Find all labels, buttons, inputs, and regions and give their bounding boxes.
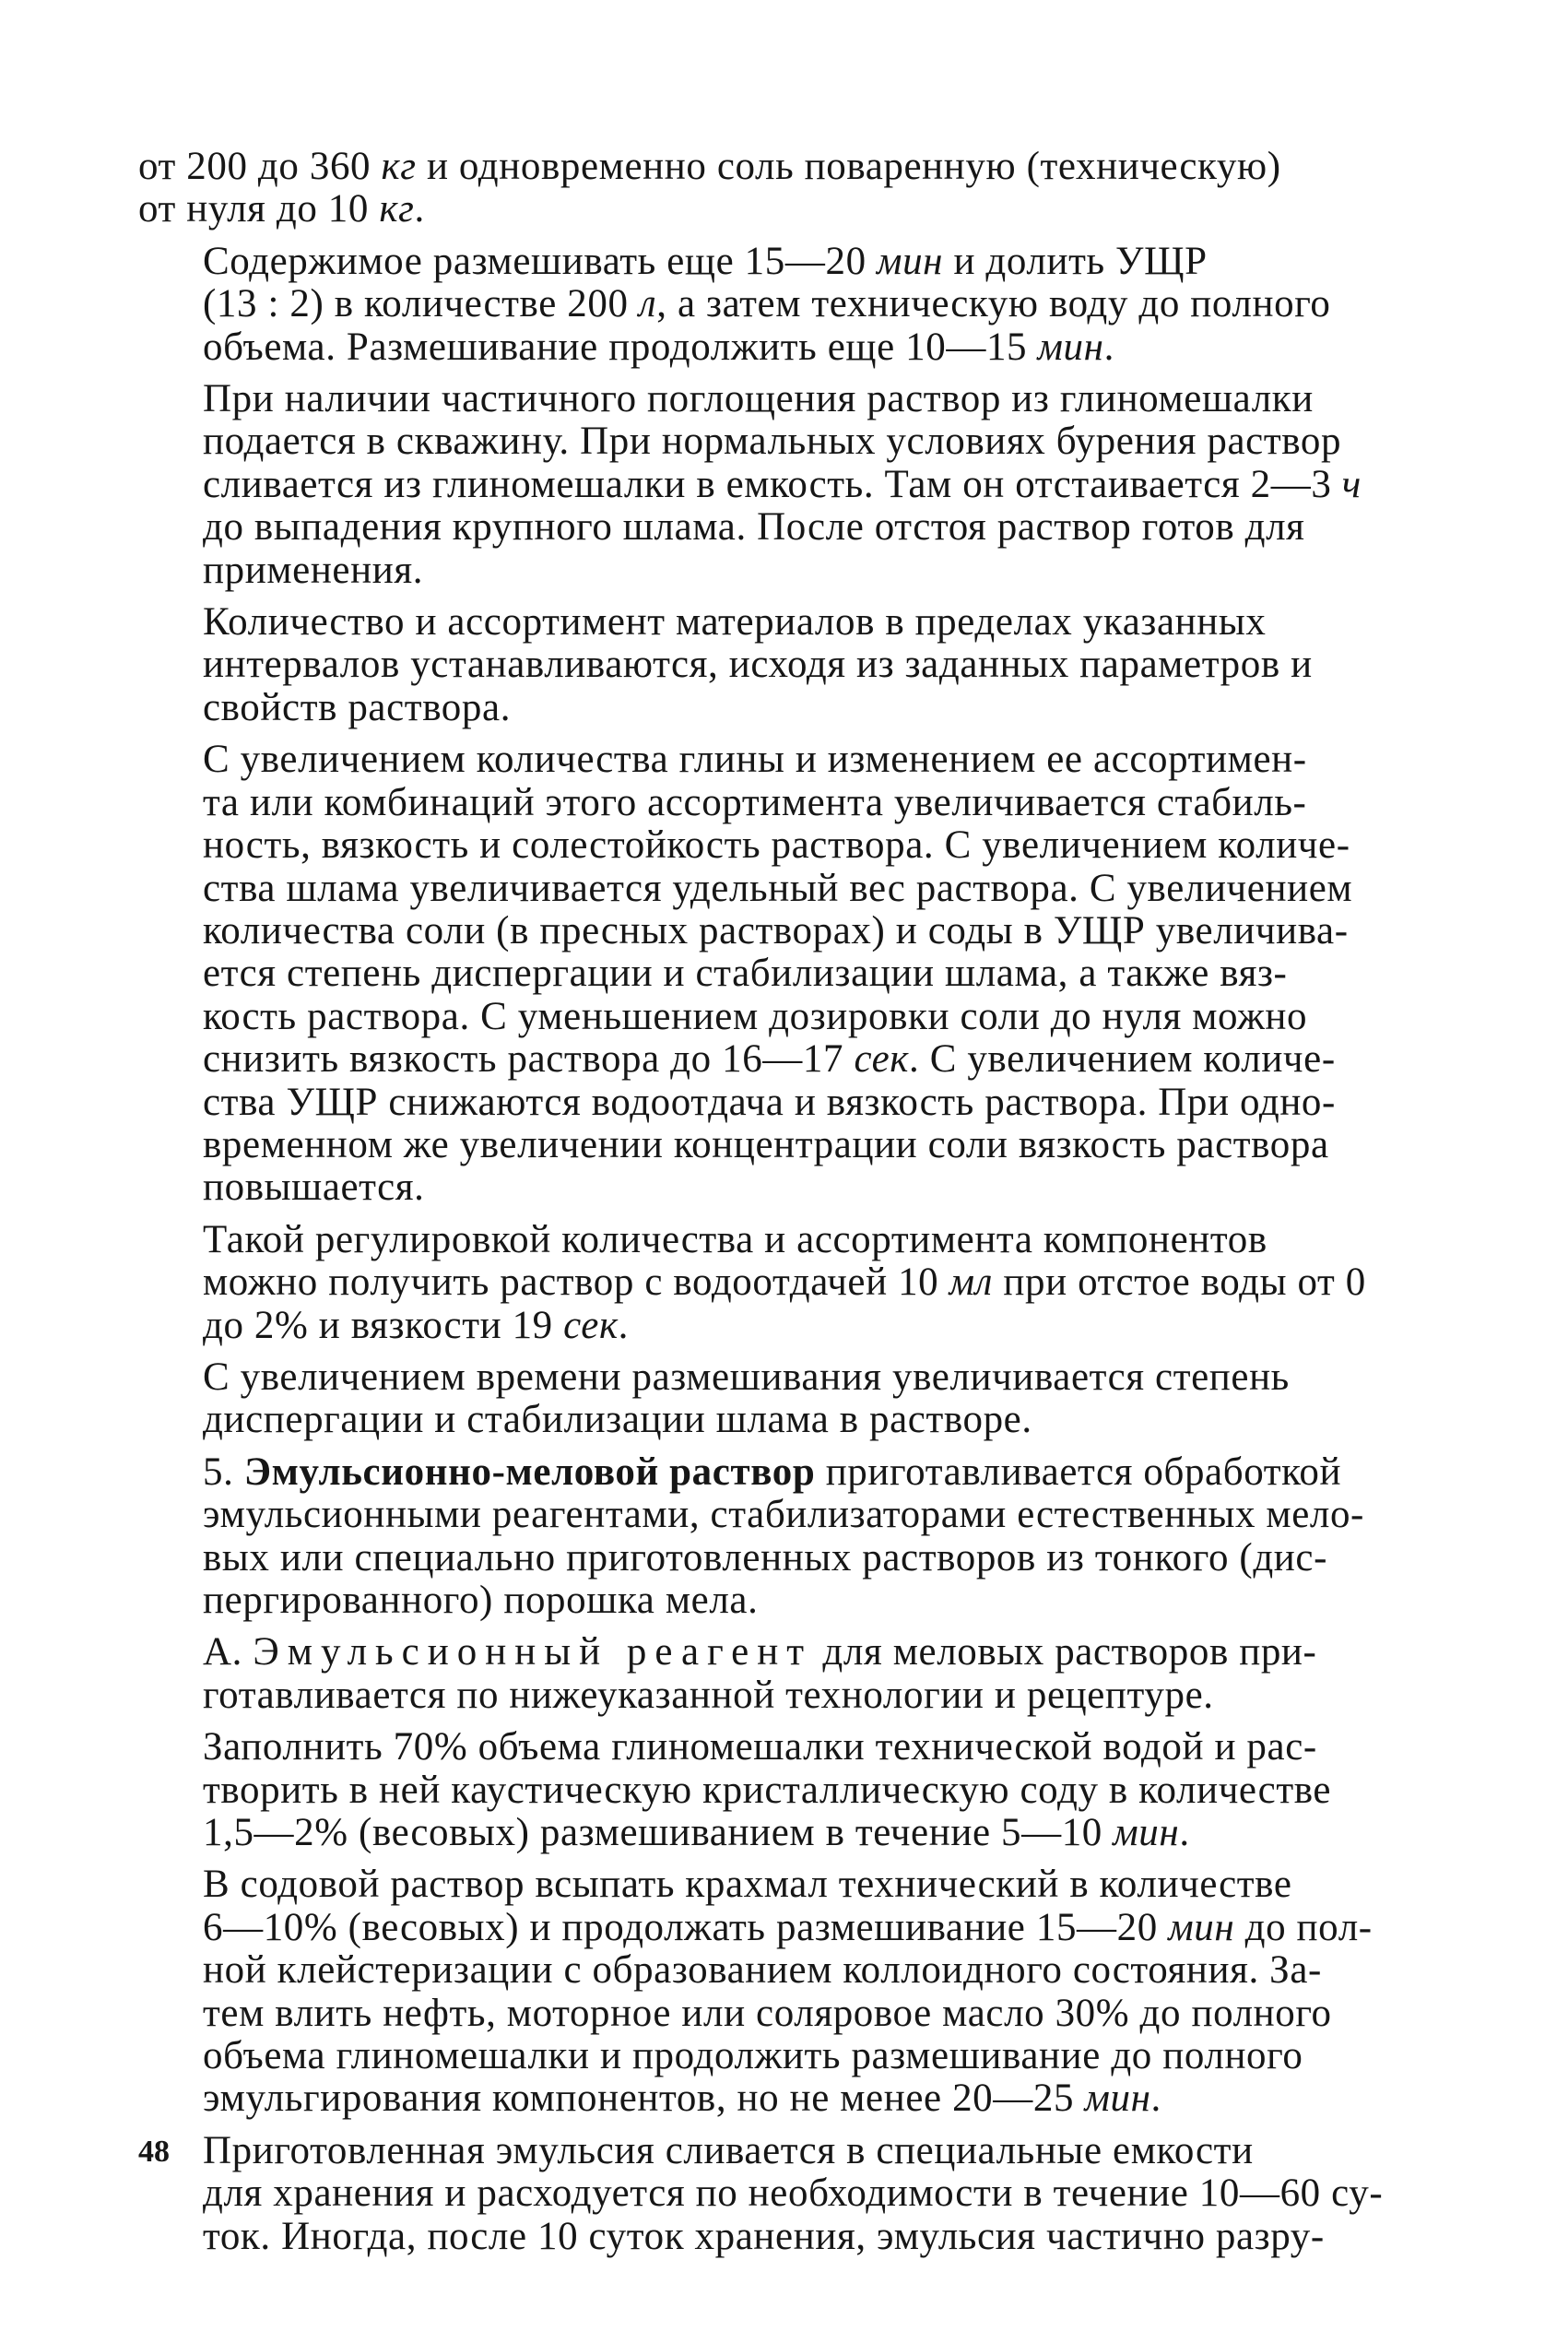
paragraph-10: Заполнить 70% объема глиномешалки технической водой и рас- творить в ней каустическую кристаллическую соду в количестве 1,5—2% (весовых) размешиванием в течение 5—10 мин. bbox=[203, 1725, 1332, 1855]
page-body bbox=[138, 146, 1445, 2267]
paragraph-2: Содержимое размешивать еще 15—20 мин и долить УЩР (13 : 2) в количестве 200 л, а затем техническую воду до полного объема. Размешивание продолжить еще 10—15 мин. bbox=[203, 239, 1331, 369]
paragraph-11: В содовой раствор всыпать крахмал технический в количестве 6—10% (весовых) и продолжать размешивание 15—20 мин до пол- ной клейстеризации с образованием коллоидного состояния. За- тем влить нефть, моторное или соляровое масло 30% до полного объема глиномешалки и продолжить размешивание до полного эмульгирования компонентов, но не менее 20—25 мин. bbox=[203, 1863, 1373, 2121]
paragraph-4: Количество и ассортимент материалов в пределах указанных интервалов устанавливаются, исходя из заданных параметров и свойств раствора. bbox=[203, 600, 1313, 729]
paragraph-12: Приготовленная эмульсия сливается в специальные емкости для хранения и расходуется по необходимости в течение 10—60 су- ток. Иногда, после 10 суток хранения, эмульсия частично разру- bbox=[203, 2128, 1384, 2258]
paragraph-9: А. Эмульсионный реагент для меловых растворов при- готавливается по нижеуказанной технологии и рецептуре. bbox=[203, 1630, 1317, 1717]
paragraph-3: При наличии частичного поглощения раствор из глиномешалки подается в скважину. При нормальных условиях бурения раствор сливается из глиномешалки в емкость. Там он отстаивается 2—3 ч до выпадения крупного шлама. После отстоя раствор готов для применения. bbox=[203, 377, 1362, 592]
paragraph-1: от 200 до 360 кг и одновременно соль поваренную (техническую) от нуля до 10 кг. bbox=[138, 145, 1281, 231]
paragraph-5: С увеличением количества глины и изменением ее ассортимен- та или комбинаций этого ассортимента увеличивается стабиль- ность, вязкость и солестойкость раствора. С увеличением количе- ства шлама увеличивается удельный вес раствора. С увеличением количества соли (в пресных растворах) и соды в УЩР увеличива- ется степень диспергации и стабилизации шлама, а также вяз- кость раствора. С уменьшением дозировки соли до нуля можно снизить вязкость раствора до 16—17 сек. С увеличением количе- ства УЩР снижаются водоотдача и вязкость раствора. При одно- временном же увеличении концентрации соли вязкость раствора повышается. bbox=[203, 738, 1353, 1210]
page-number: 48 bbox=[138, 2135, 170, 2169]
paragraph-8: 5. Эмульсионно-меловой раствор приготавливается обработкой эмульсионными реагентами, стабилизаторами естественных мело- вых или специально приготовленных растворов из тонкого (дис- пергированного) порошка мела. bbox=[203, 1449, 1364, 1622]
paragraph-7: С увеличением времени размешивания увеличивается степень диспергации и стабилизации шлама в растворе. bbox=[203, 1355, 1290, 1442]
paragraph-6: Такой регулировкой количества и ассортимента компонентов можно получить раствор с водоотдачей 10 мл при отстое воды от 0 до 2% и вязкости 19 сек. bbox=[203, 1217, 1366, 1347]
